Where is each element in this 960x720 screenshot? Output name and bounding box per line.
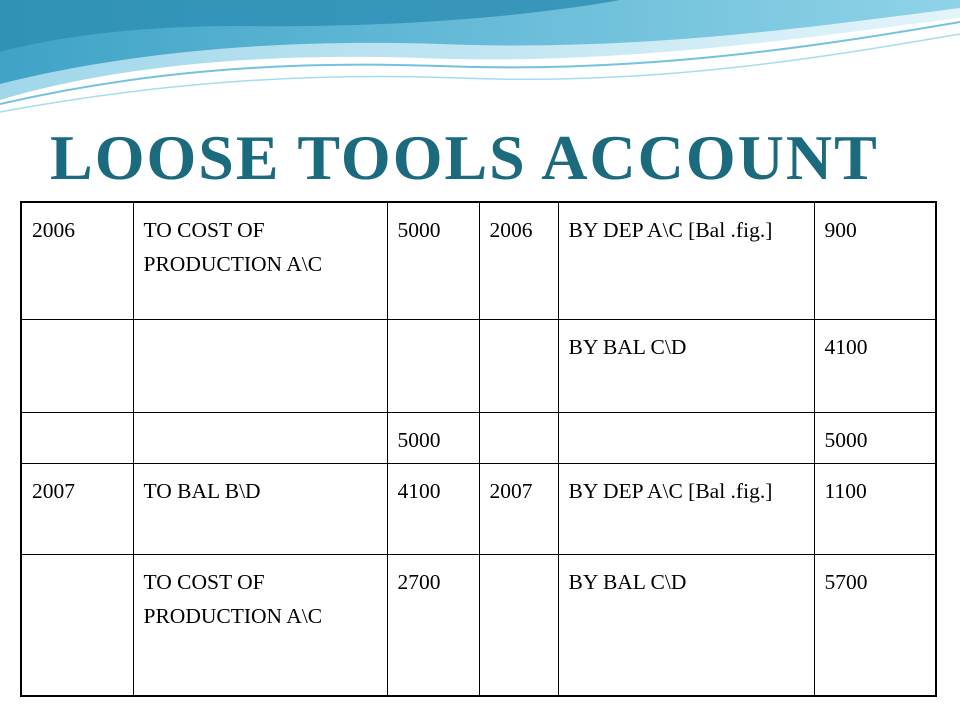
table-cell [133, 320, 387, 413]
table-cell: 2006 [21, 202, 133, 320]
table-cell: 4100 [387, 464, 479, 555]
table-cell [21, 555, 133, 697]
table-cell [387, 320, 479, 413]
table-cell: 2700 [387, 555, 479, 697]
table-cell: 5700 [814, 555, 936, 697]
table-cell: 1100 [814, 464, 936, 555]
table-cell: 900 [814, 202, 936, 320]
table-row [21, 413, 936, 464]
table-row [21, 202, 936, 320]
page-title: LOOSE TOOLS ACCOUNT [50, 122, 879, 193]
table-cell [21, 320, 133, 413]
table-cell: BY BAL C\D [558, 320, 814, 413]
header-wave-decoration [0, 0, 960, 130]
table-cell: TO BAL B\D [133, 464, 387, 555]
table-cell: 5000 [387, 413, 479, 464]
table-cell [479, 555, 558, 697]
table-row [21, 320, 936, 413]
table-cell: BY DEP A\C [Bal .fig.] [558, 464, 814, 555]
table-cell [133, 413, 387, 464]
table-row [21, 555, 936, 697]
table-cell [558, 413, 814, 464]
table-cell: TO COST OF PRODUCTION A\C [133, 202, 387, 320]
table-cell: 5000 [814, 413, 936, 464]
table-cell: 4100 [814, 320, 936, 413]
table-cell: 5000 [387, 202, 479, 320]
table-cell: 2007 [479, 464, 558, 555]
ledger-table [20, 201, 937, 697]
table-row [21, 464, 936, 555]
table-cell: TO COST OF PRODUCTION A\C [133, 555, 387, 697]
table-cell: 2007 [21, 464, 133, 555]
table-cell [21, 413, 133, 464]
table-cell: BY BAL C\D [558, 555, 814, 697]
table-cell: BY DEP A\C [Bal .fig.] [558, 202, 814, 320]
table-cell [479, 320, 558, 413]
table-cell: 2006 [479, 202, 558, 320]
table-cell [479, 413, 558, 464]
